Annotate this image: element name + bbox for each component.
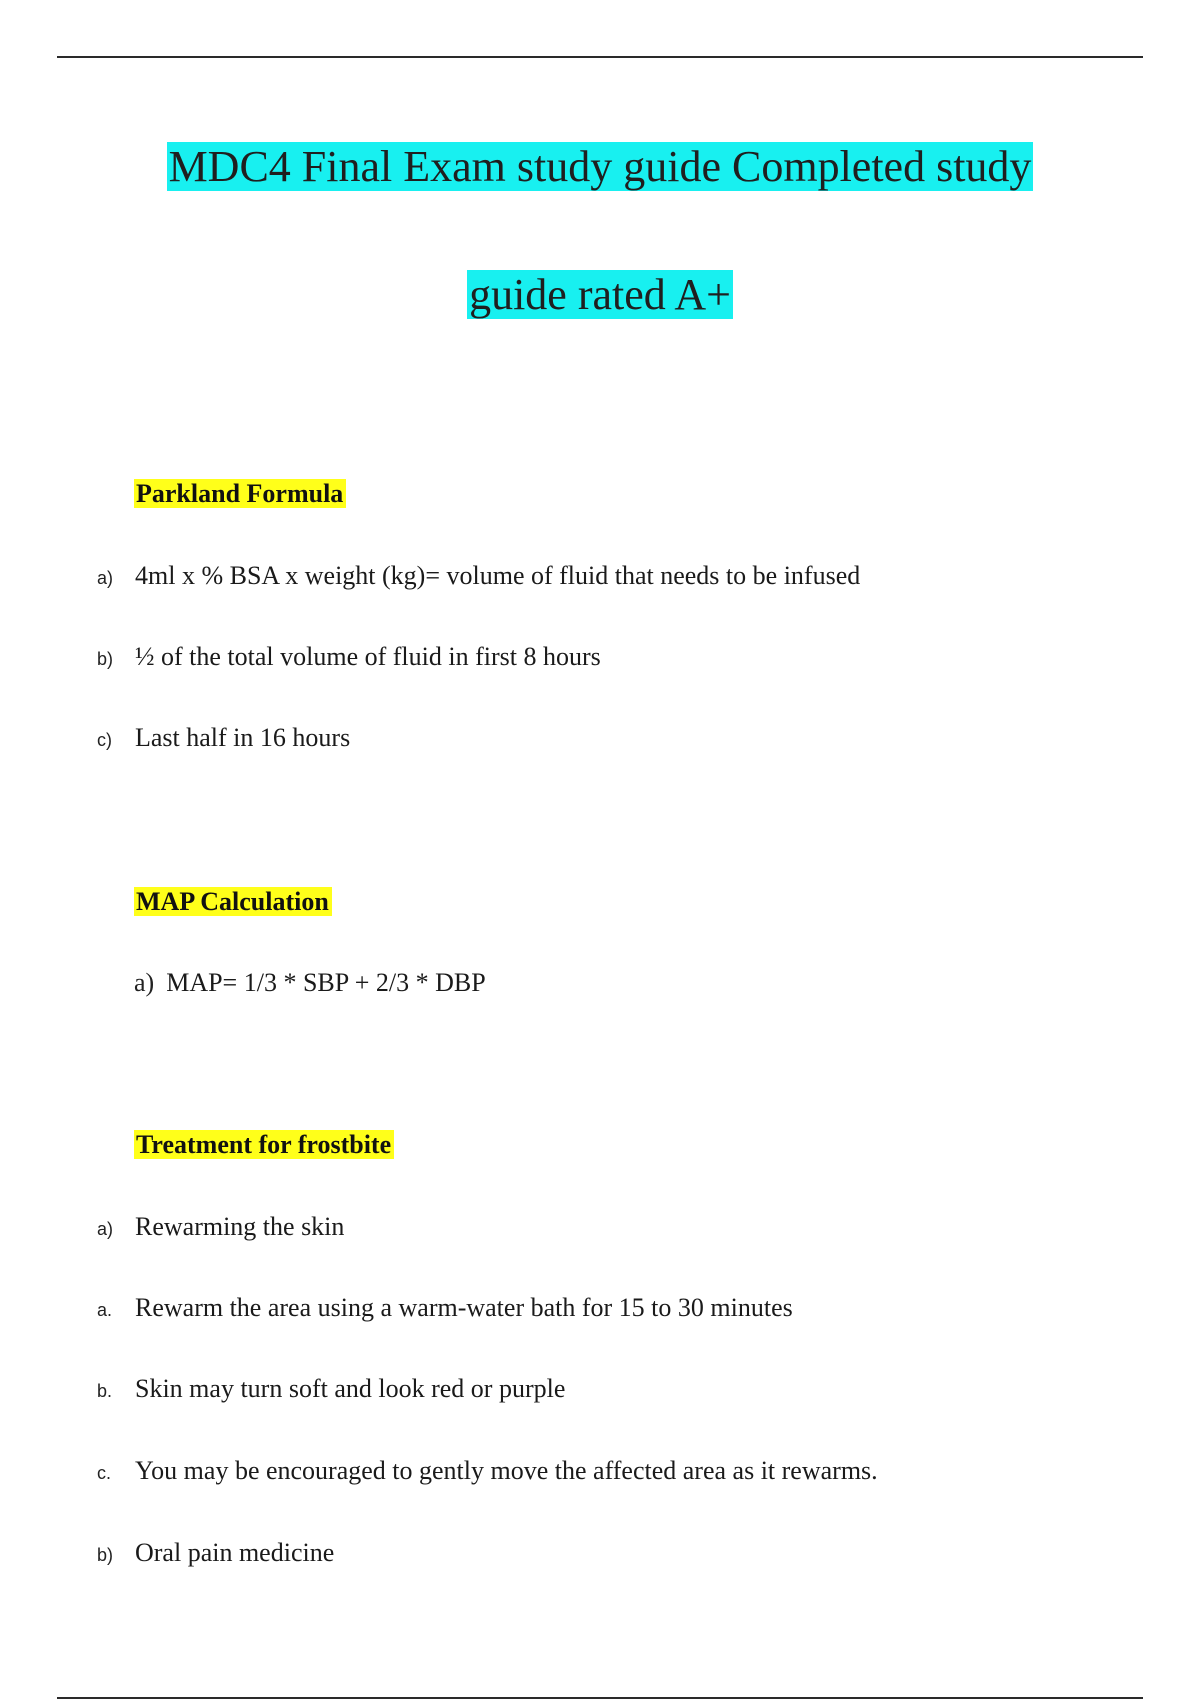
list-marker: c): [97, 730, 112, 750]
document-title-line-1: [0, 142, 1200, 192]
list-item-text: Skin may turn soft and look red or purple: [135, 1374, 566, 1403]
list-marker: c.: [97, 1463, 112, 1483]
list-item: [97, 1372, 565, 1408]
list-item-text: MAP= 1/3 * SBP + 2/3 * DBP: [166, 968, 486, 997]
section-heading-parkland: Parkland Formula: [134, 477, 346, 511]
list-item: [97, 1291, 793, 1327]
list-item-text: Last half in 16 hours: [135, 723, 351, 752]
list-item: [97, 640, 601, 676]
top-rule: [57, 56, 1143, 58]
section-heading-map: MAP Calculation: [134, 885, 332, 919]
list-marker: a): [97, 568, 114, 588]
list-marker: a): [97, 1219, 114, 1239]
list-marker: b.: [97, 1381, 113, 1401]
list-marker: a.: [97, 1300, 113, 1320]
title-highlight: MDC4 Final Exam study guide Completed study: [168, 142, 1032, 191]
list-marker: a): [134, 968, 155, 997]
list-item: [97, 1454, 878, 1490]
section-heading-frostbite: Treatment for frostbite: [134, 1128, 394, 1162]
list-item: [97, 721, 350, 757]
document-title-line-2: [0, 270, 1200, 320]
list-marker: b): [97, 1545, 114, 1565]
list-item-text: You may be encouraged to gently move the affected area as it rewarms.: [135, 1456, 878, 1485]
list-item-text: Rewarming the skin: [135, 1212, 345, 1241]
list-marker: b): [97, 649, 114, 669]
list-item: [97, 1210, 344, 1246]
bottom-rule: [57, 1697, 1143, 1699]
list-item: [97, 559, 860, 595]
list-item-text: 4ml x % BSA x weight (kg)= volume of fluid that needs to be infused: [135, 561, 861, 590]
list-item-text: Oral pain medicine: [135, 1538, 335, 1567]
list-item-text: ½ of the total volume of fluid in first 8 hours: [135, 642, 601, 671]
title-highlight: guide rated A+: [469, 270, 731, 319]
list-item: [97, 1536, 334, 1572]
list-item: [134, 966, 486, 1000]
list-item-text: Rewarm the area using a warm-water bath for 15 to 30 minutes: [135, 1293, 793, 1322]
